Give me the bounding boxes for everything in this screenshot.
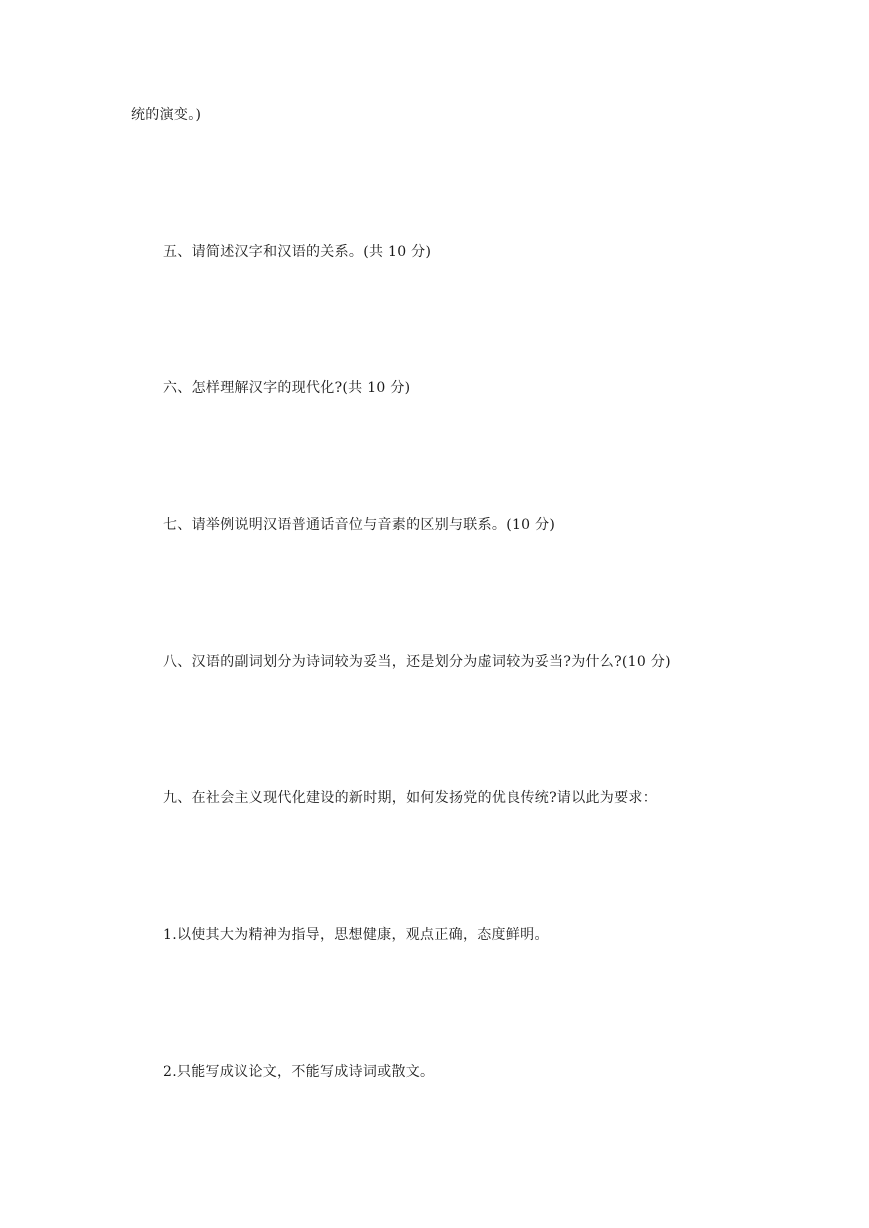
question-9: 九、在社会主义现代化建设的新时期，如何发扬党的优良传统?请以此为要求： [163,790,658,806]
question-5: 五、请简述汉字和汉语的关系。(共 10 分) [163,244,432,260]
continued-text-line: 统的演变。) [131,107,202,123]
question-6: 六、怎样理解汉字的现代化?(共 10 分) [163,380,411,396]
question-7: 七、请举例说明汉语普通话音位与音素的区别与联系。(10 分) [163,517,556,533]
requirement-2: 2.只能写成议论文，不能写成诗词或散文。 [163,1064,435,1080]
question-8: 八、汉语的副词划分为诗词较为妥当，还是划分为虚词较为妥当?为什么?(10 分) [163,654,671,670]
requirement-1: 1.以使其大为精神为指导，思想健康，观点正确，态度鲜明。 [163,927,549,943]
